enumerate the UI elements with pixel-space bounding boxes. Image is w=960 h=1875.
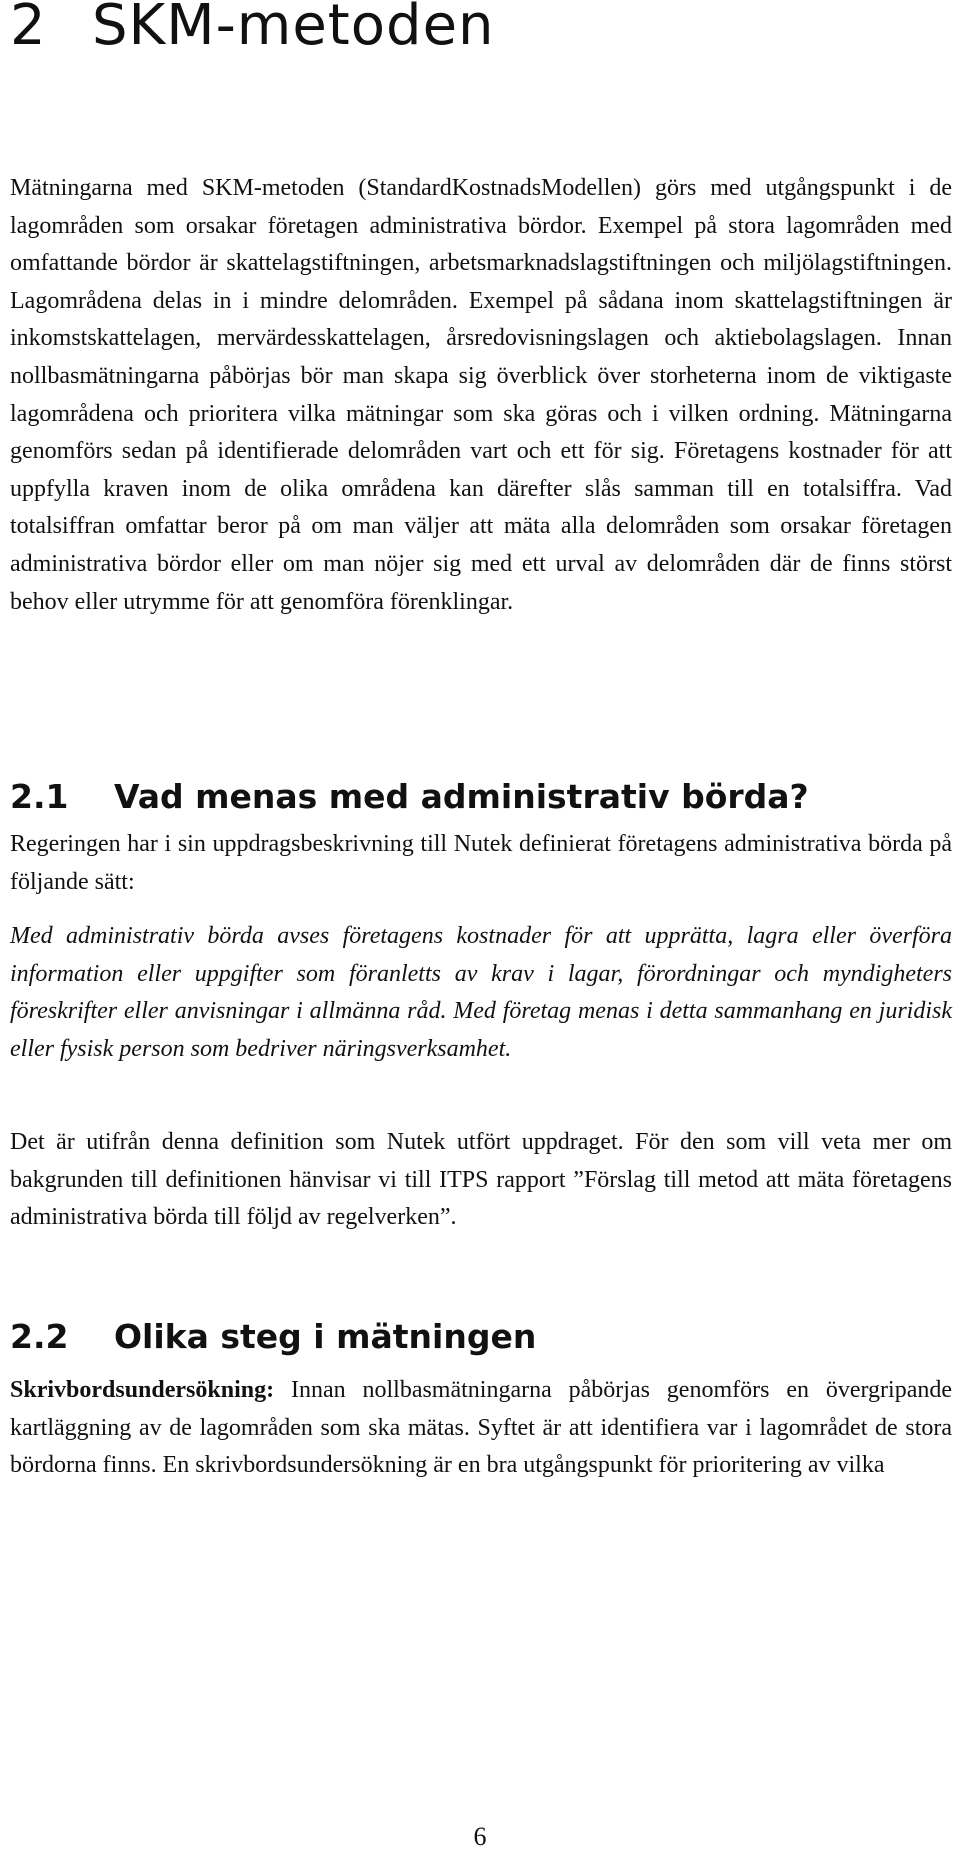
- page-number: 6: [473, 1822, 487, 1851]
- definition-followup-paragraph: Det är utifrån denna definition som Nutek utfört uppdraget. För den som vill veta mer om bakgrunden till definitionen hänvisar vi till ITPS rapport ”Förslag till metod att mäta företagens administrativa börda till följd av regelverken”.: [10, 1129, 952, 1231]
- desk-study-paragraph: [10, 1372, 952, 1485]
- section-number: 2.2: [10, 1317, 69, 1356]
- chapter-title: SKM-metoden: [92, 0, 495, 58]
- intro-paragraph: [10, 170, 952, 621]
- definition-intro-paragraph: Regeringen har i sin uppdragsbeskrivning till Nutek definierat företagens administrativa börda på följande sätt:: [10, 831, 952, 895]
- chapter-heading: [10, 0, 495, 56]
- section-title: Vad menas med administrativ börda?: [114, 777, 809, 816]
- desk-study-term: Skrivbordsundersökning:: [10, 1377, 275, 1403]
- intro-text-a: Mätningarna med SKM-metoden (StandardKostnadsModellen) görs med utgångspunkt i de lagområden som orsakar företagen administrativa bördor. Exempel på stora lagområden med omfattande bördor är skattelagstiftningen, arbetsmarknadslagstiftningen och miljölagstiftningen. Lagområdena delas in i mindre delområden.: [10, 175, 952, 314]
- section-number: 2.1: [10, 777, 69, 816]
- section-heading-2-2: [10, 1317, 536, 1357]
- definition-quote: Med administrativ börda avses företagens kostnader för att upprätta, lagra eller överföra information eller uppgifter som föranletts av krav i lagar, förordningar och myndigheters föreskrifter eller anvisningar i allmänna råd. Med företag menas i detta sammanhang en juridisk eller fysisk person som bedriver näringsverksamhet.: [10, 923, 952, 1062]
- chapter-number: 2: [10, 0, 47, 58]
- intro-text-c: Innan nollbasmätningarna påbörjas bör man skapa sig överblick över storheterna inom de viktigaste lagområdena och prioritera vilka mätningar som ska göras och i vilken ordning. Mätningarna genomförs sedan på identifierade delområden vart och ett för sig.: [10, 325, 953, 465]
- desk-study-text: Innan nollbasmätningarna påbörjas genomförs en övergripande kartläggning av de lagområden som ska mätas. Syftet är att identifiera var i lagområdet de stora bördorna finns. En skrivbordsundersökning är en bra utgångspunkt för prioritering av vilka: [10, 1377, 953, 1479]
- intro-text-b: Exempel på sådana inom skattelagstiftningen är inkomstskattelagen, mervärdesskattelagen, årsredovisningslagen och aktiebolagslagen.: [10, 287, 953, 352]
- section-title: Olika steg i mätningen: [114, 1317, 537, 1356]
- section-heading-2-1: [10, 777, 809, 817]
- intro-text-d: Företagens kostnader för att uppfylla kraven inom de olika områdena kan därefter slås samman till en totalsiffra. Vad totalsiffran omfattar beror på om man väljer att mäta alla delområden som orsakar företagen administrativa bördor eller om man nöjer sig med ett urval av delområden där de finns störst behov eller utrymme för att genomföra förenklingar.: [10, 438, 953, 615]
